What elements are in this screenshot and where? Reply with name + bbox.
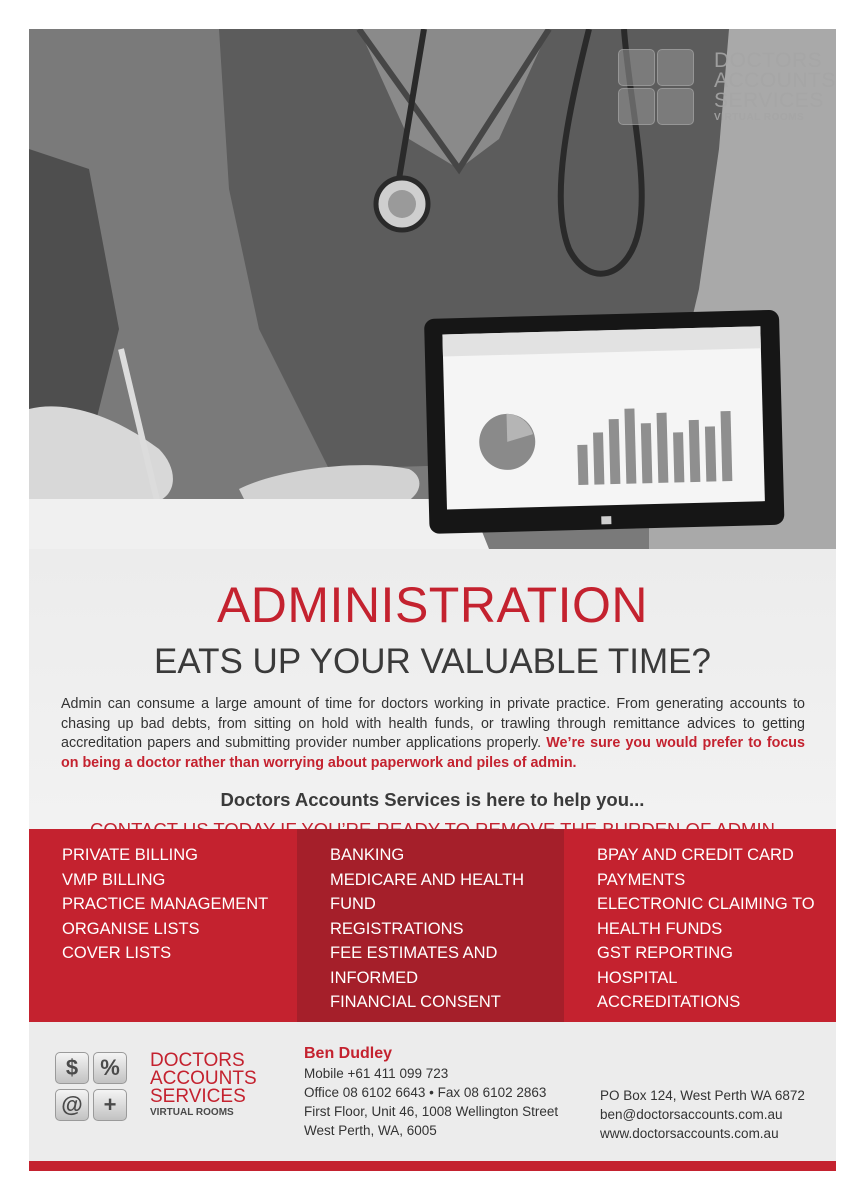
- service-item: ORGANISE LISTS: [62, 919, 200, 938]
- service-item: PRIVATE BILLING: [62, 846, 199, 864]
- flyer-page: [29, 29, 836, 1171]
- logo-line-1: DOCTORS: [714, 49, 823, 72]
- service-item: COVER LISTS: [62, 944, 172, 962]
- top-logo-text: [714, 51, 836, 125]
- service-item: FINANCIAL CONSENT: [330, 993, 501, 1011]
- main-content: [29, 549, 836, 829]
- contact-office-fax[interactable]: Office 08 6102 6643 • Fax 08 6102 2863: [304, 1085, 547, 1100]
- service-item: MEDICARE AND HEALTH: [330, 870, 525, 889]
- service-item: GST REPORTING: [597, 944, 733, 962]
- services-column-1: [29, 829, 297, 1022]
- service-item: HOSPITAL: [597, 968, 678, 987]
- hero-photo: [29, 29, 836, 549]
- contact-street: First Floor, Unit 46, 1008 Wellington Street: [304, 1104, 559, 1119]
- service-item: INFORMED: [330, 968, 418, 987]
- services-column-3: [564, 829, 836, 1022]
- service-item: FUND: [330, 895, 376, 913]
- logo-tiles-icon: [618, 49, 694, 125]
- service-item: BANKING: [330, 846, 405, 864]
- percent-icon: %: [93, 1052, 127, 1084]
- footer-logo-line-4: VIRTUAL ROOMS: [150, 1107, 234, 1118]
- service-item: ACCREDITATIONS: [597, 993, 741, 1011]
- email-link[interactable]: ben@doctorsaccounts.com.au: [600, 1107, 783, 1122]
- headline-title: ADMINISTRATION: [216, 577, 649, 633]
- headline-subtitle: EATS UP YOUR VALUABLE TIME?: [154, 642, 711, 681]
- logo-line-3: SERVICES: [714, 89, 824, 112]
- service-item: HEALTH FUNDS: [597, 919, 723, 938]
- service-item: PAYMENTS: [597, 870, 686, 889]
- logo-line-2: ACCOUNTS: [714, 69, 836, 92]
- service-item: PRACTICE MANAGEMENT: [62, 895, 269, 913]
- website-link[interactable]: www.doctorsaccounts.com.au: [600, 1126, 779, 1141]
- service-item: VMP BILLING: [62, 870, 166, 889]
- services-band: [29, 829, 836, 1022]
- postal-details: [600, 1086, 805, 1143]
- footer-logo-line-2: ACCOUNTS: [150, 1068, 257, 1089]
- footer: [29, 1022, 836, 1161]
- footer-logo-line-1: DOCTORS: [150, 1050, 245, 1071]
- at-sign-icon: @: [55, 1089, 89, 1121]
- service-item: ELECTRONIC CLAIMING TO: [597, 895, 815, 913]
- contact-details: [304, 1044, 558, 1140]
- footer-logo-line-3: SERVICES: [150, 1086, 246, 1107]
- service-item: FEE ESTIMATES AND: [330, 944, 498, 962]
- contact-mobile[interactable]: Mobile +61 411 099 723: [304, 1066, 449, 1081]
- footer-logo-text: [150, 1052, 257, 1120]
- help-line: Doctors Accounts Services is here to help you...: [220, 789, 645, 810]
- service-item: REGISTRATIONS: [330, 919, 464, 938]
- top-watermark-logo: [618, 49, 836, 129]
- footer-logo: [55, 1052, 255, 1132]
- logo-line-4: VIRTUAL ROOMS: [714, 112, 805, 123]
- service-item: BPAY AND CREDIT CARD: [597, 846, 794, 864]
- contact-city: West Perth, WA, 6005: [304, 1123, 437, 1138]
- intro-body: Admin can consume a large amount of time for doctors working in private practice. From generating accounts to chasing up bad debts, from sitting on hold with health funds, or trawling through remittance advices to getting accreditation papers and submitting provider number applications properly.: [61, 696, 805, 751]
- po-box: PO Box 124, West Perth WA 6872: [600, 1088, 805, 1103]
- plus-icon: +: [93, 1089, 127, 1121]
- intro-paragraph: [61, 695, 805, 773]
- bottom-accent-bar: [29, 1161, 836, 1171]
- contact-name: Ben Dudley: [304, 1045, 393, 1062]
- services-column-2: [297, 829, 564, 1022]
- intro-emphasis: We’re sure you would prefer to focus on being a doctor rather than worrying about paperwork and piles of admin.: [61, 735, 805, 771]
- dollar-icon: $: [55, 1052, 89, 1084]
